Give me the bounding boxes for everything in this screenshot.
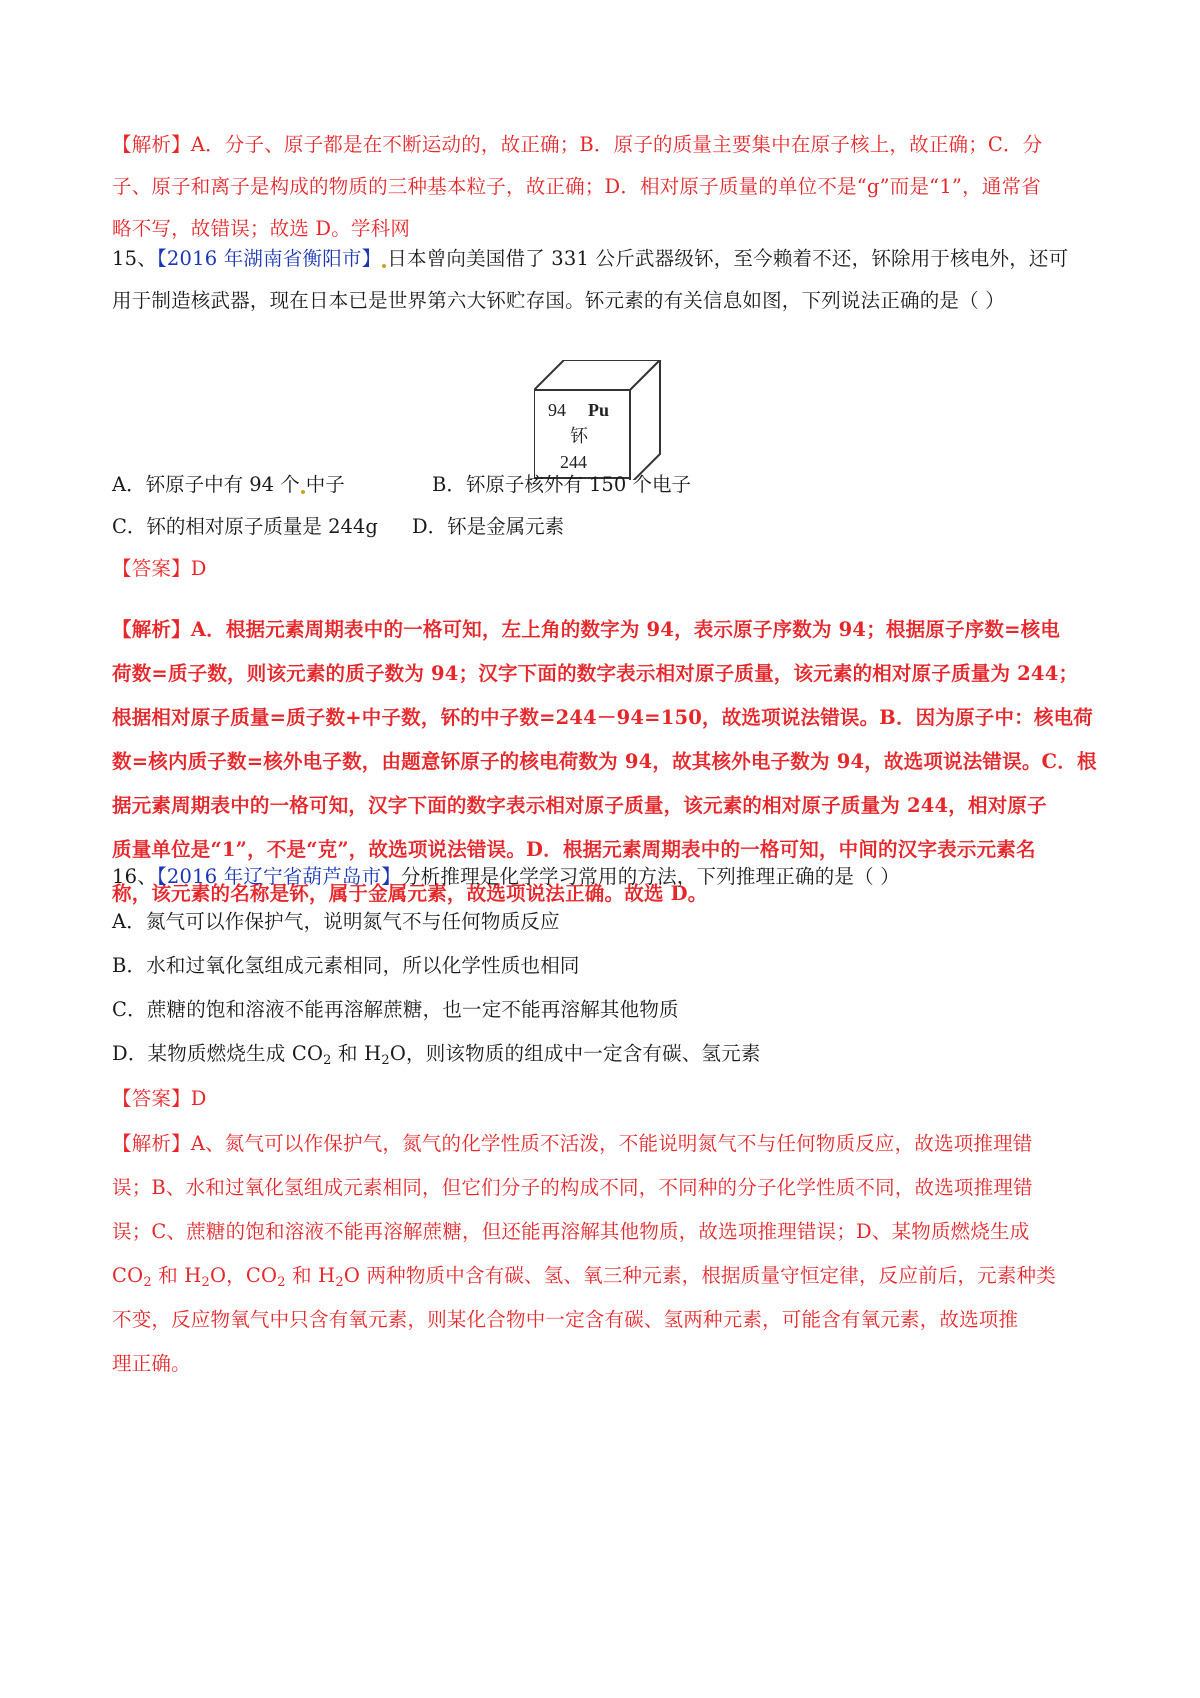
analysis-tag: 【解析】 xyxy=(112,1132,191,1155)
analysis-line: 质量单位是“1”，不是“克”，故选项说法错误。D．根据元素周期表中的一格可知，中间的汉字表示元素名 xyxy=(112,838,1036,861)
option-a: A．钚原子中有 94 个 中子 xyxy=(112,473,345,496)
element-number: 94 xyxy=(548,400,566,420)
question-stem: 日本曾向美国借了 331 公斤武器级钚，至今赖着不还，钚除用于核电外，还可 xyxy=(387,247,1069,270)
answer-text: 【答案】D xyxy=(112,1087,207,1110)
option-d: D．某物质燃烧生成 $CO_2$ 和 $H_2O$，则该物质的组成中一定含有碳、氢元素 xyxy=(112,1042,761,1068)
element-mass: 244 xyxy=(560,452,587,472)
analysis-line: 子、原子和离子是构成的物质的三种基本粒子，故正确；D．相对原子质量的单位不是“g”而是“1”，通常省 xyxy=(112,175,1041,198)
analysis-line: 称，该元素的名称是钚，属于金属元素，故选项说法正确。故选 D。 xyxy=(112,882,708,905)
marker-dot xyxy=(382,264,386,268)
option-a: A．氮气可以作保护气，说明氮气不与任何物质反应 xyxy=(112,910,560,933)
analysis-tag: 【解析】 xyxy=(112,133,191,156)
question-number: 16、 xyxy=(112,865,157,888)
q16-analysis xyxy=(112,1122,1102,1386)
analysis-line: A．根据元素周期表中的一格可知，左上角的数字为 94，表示原子序数为 94；根据原子序数=核电 xyxy=(190,618,1061,641)
question-stem: 分析推理是化学学习常用的方法，下列推理正确的是（ ） xyxy=(401,865,900,888)
analysis-line: 误；B、水和过氧化氢组成元素相同，但它们分子的构成不同，不同种的分子化学性质不同，故选项推理错 xyxy=(112,1176,1033,1199)
question-source: 【2016 年湖南省衡阳市】 xyxy=(156,247,382,270)
analysis-line: 根据相对原子质量=质子数+中子数，钚的中子数=244－94=150，故选项说法错误。B．因为原子中：核电荷 xyxy=(112,706,1093,729)
analysis-line: 略不写，故错误；故选 D。学科网 xyxy=(112,217,411,240)
analysis-line: $CO_2$ 和 $H_2O$，$CO_2$ 和 $H_2O$ 两种物质中含有碳、氢、氧三种元素，根据质量守恒定律，反应前后，元素种类 xyxy=(112,1264,1056,1290)
q16-answer xyxy=(112,1078,1102,1120)
option-c: C．钚的相对原子质量是 244g xyxy=(112,515,378,538)
question-stem: 用于制造核武器，现在日本已是世界第六大钚贮存国。钚元素的有关信息如图，下列说法正确的是（ ） xyxy=(112,289,1005,312)
question-number: 15、 xyxy=(112,247,157,270)
analysis-line: A、氮气可以作保护气，氮气的化学性质不活泼，不能说明氮气不与任何物质反应，故选项推理错 xyxy=(190,1132,1033,1155)
analysis-line: 不变，反应物氧气中只含有氧元素，则某化合物中一定含有碳、氢两种元素，可能含有氧元素，故选项推 xyxy=(112,1308,1019,1331)
analysis-line: 据元素周期表中的一格可知，汉字下面的数字表示相对原子质量，该元素的相对原子质量为 244，相对原子 xyxy=(112,794,1047,817)
marker-dot xyxy=(301,490,305,494)
option-b: B．钚原子核外有 150 个电子 xyxy=(432,473,691,496)
analysis-line: 理正确。 xyxy=(112,1352,191,1375)
option-c: C．蔗糖的饱和溶液不能再溶解蔗糖，也一定不能再溶解其他物质 xyxy=(112,998,679,1021)
q14-analysis xyxy=(112,124,1102,250)
option-d: D．钚是金属元素 xyxy=(412,515,565,538)
analysis-line: 数=核内质子数=核外电子数，由题意钚原子的核电荷数为 94，故其核外电子数为 94，故选项说法错误。C．根 xyxy=(112,750,1097,773)
analysis-line: 荷数=质子数，则该元素的质子数为 94；汉字下面的数字表示相对原子质量，该元素的相对原子质量为 244； xyxy=(112,662,1079,685)
analysis-line: A．分子、原子都是在不断运动的，故正确；B．原子的质量主要集中在原子核上，故正确；C．分 xyxy=(190,133,1043,156)
analysis-line: 误；C、蔗糖的饱和溶液不能再溶解蔗糖，但还能再溶解其他物质，故选项推理错误；D、某物质燃烧生成 xyxy=(112,1220,1030,1243)
element-cube-icon xyxy=(534,360,674,480)
analysis-tag: 【解析】 xyxy=(112,618,191,641)
element-name: 钚 xyxy=(570,426,588,447)
q16-options xyxy=(112,900,1102,1076)
element-symbol: Pu xyxy=(588,400,610,420)
q15-answer xyxy=(112,548,1102,590)
answer-text: 【答案】D xyxy=(112,557,207,580)
question-15 xyxy=(112,238,1102,322)
option-b: B．水和过氧化氢组成元素相同，所以化学性质也相同 xyxy=(112,954,580,977)
question-16 xyxy=(112,856,1102,898)
question-source: 【2016 年辽宁省葫芦岛市】 xyxy=(156,865,401,888)
